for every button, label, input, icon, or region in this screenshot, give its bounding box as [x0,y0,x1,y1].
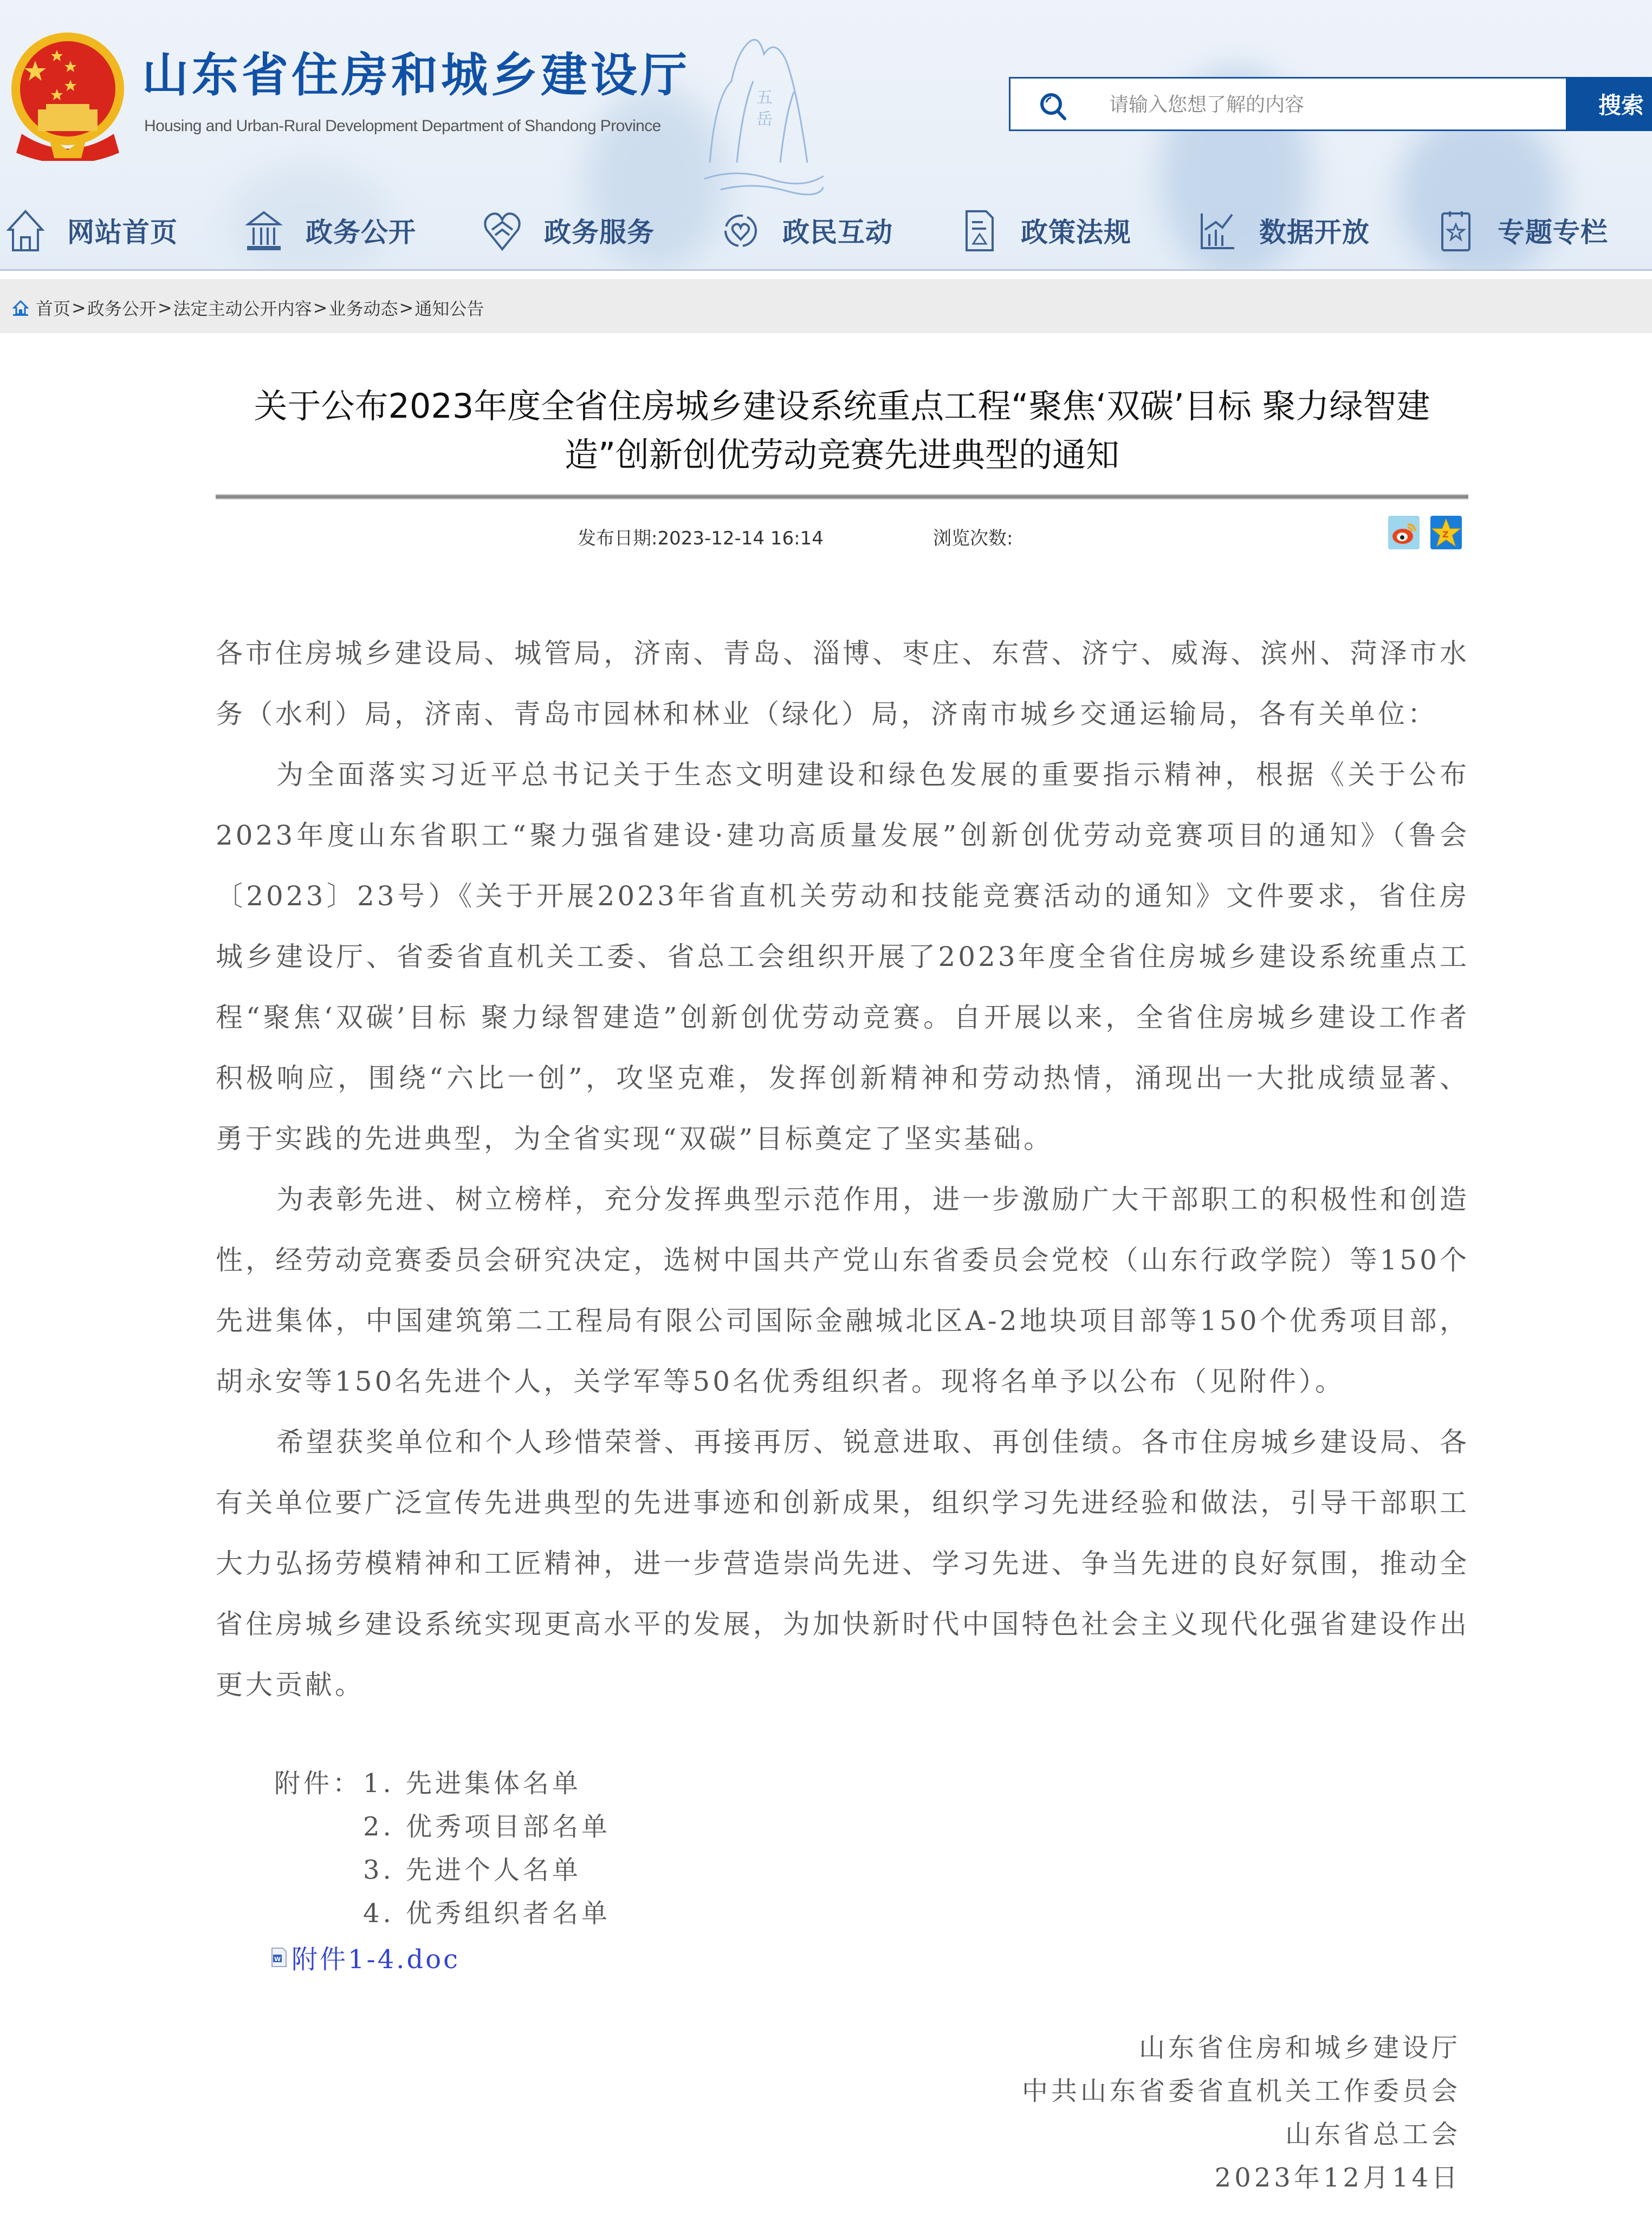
search-input[interactable] [1108,88,1544,121]
breadcrumb [12,295,484,320]
breadcrumb-business-news[interactable]: 业务动态 [328,299,398,319]
svg-text:五: 五 [756,88,773,107]
nav-label: 网站首页 [67,217,178,248]
word-document-icon [271,1947,287,1968]
salutation: 各市住房城乡建设局、城管局，济南、青岛、淄博、枣庄、东营、济宁、威海、滨州、菏泽市水务（水利）局，济南、青岛市园林和林业（绿化）局，济南市城乡交通运输局，各有关单位： [216,638,1469,730]
site-title: 山东省住房和城乡建设厅 [142,48,690,102]
breadcrumb-home[interactable]: 首页 [36,299,71,319]
article-body [216,623,1469,1715]
nav-item-special-topics[interactable] [1436,200,1608,260]
nav-label: 专题专栏 [1498,217,1608,248]
svg-text:W: W [274,1955,283,1963]
attachment-item: 4. 优秀组织者名单 [363,1898,611,1929]
nav-item-policy-regulations[interactable] [959,200,1131,260]
breadcrumb-separator: > [72,297,86,318]
attachment-item: 3. 先进个人名单 [363,1855,582,1885]
weibo-share-button[interactable] [1388,516,1420,549]
search-button[interactable]: 搜索 [1566,77,1652,131]
nav-label: 政民互动 [782,217,893,248]
breadcrumb-notices[interactable]: 通知公告 [414,299,484,319]
document-icon [959,208,999,252]
breadcrumb-separator: > [399,297,414,318]
signature-date: 2023年12月14日 [1214,2163,1461,2193]
mountain-illustration-icon [704,22,824,200]
nav-label: 政务服务 [544,217,655,248]
attachment-download-link[interactable] [271,1938,460,1976]
search-box [1009,77,1567,131]
search-bar [1009,77,1652,130]
weibo-share-icon [1388,516,1420,549]
nav-item-home[interactable] [5,200,178,260]
signature-block [1022,2026,1461,2199]
article-paragraph: 希望获奖单位和个人珍惜荣誉、再接再厉、锐意进取、再创佳绩。各市住房城乡建设局、各有关单位要广泛宣传先进典型的先进事迹和创新成果，组织学习先进经验和做法，引导干部职工大力弘扬劳模精神和工匠精神，进一步营造崇尚先进、学习先进、争当先进的良好氛围，推动全省住房城乡建设系统实现更高水平的发展，为加快新时代中国特色社会主义现代化强省建设作出更大贡献。 [216,1426,1469,1701]
publish-date-label: 发布日期: [578,528,658,549]
signature-issuer: 山东省总工会 [1285,2119,1461,2150]
national-emblem-icon [5,28,130,161]
attachments-label: 附件： [274,1768,362,1799]
home-icon [5,208,46,252]
view-count-label: 浏览次数: [933,528,1013,549]
attachment-item: 2. 优秀项目部名单 [363,1812,611,1842]
title-divider [216,494,1468,499]
star-folder-icon [1436,208,1476,252]
signature-issuer: 中共山东省委省直机关工作委员会 [1021,2076,1461,2106]
breadcrumb-separator: > [157,297,172,318]
nav-label: 数据开放 [1259,217,1370,248]
site-subtitle: Housing and Urban-Rural Development Department of Shandong Province [144,117,661,135]
nav-label: 政策法规 [1021,217,1131,248]
government-building-icon [244,208,284,252]
nav-label: 政务公开 [306,217,416,248]
nav-item-open-data[interactable] [1197,200,1370,260]
breadcrumb-bar [0,279,1652,333]
attachment-list [274,1762,611,1935]
main-nav [0,200,1652,260]
breadcrumb-gov-affairs-open[interactable]: 政务公开 [87,299,157,319]
breadcrumb-separator: > [313,297,328,318]
nav-item-gov-affairs-open[interactable] [244,200,416,260]
article-paragraph: 为表彰先进、树立榜样，充分发挥典型示范作用，进一步激励广大干部职工的积极性和创造性，经劳动竞赛委员会研究决定，选树中国共产党山东省委员会党校（山东行政学院）等150个先进集体，中国建筑第二工程局有限公司国际金融城北区A-2地块项目部等150个优秀项目部，胡永安等150名先进个人，关学军等50名优秀组织者。现将名单予以公布（见附件）。 [216,1184,1469,1397]
nav-item-public-interaction[interactable] [721,200,893,260]
home-icon[interactable] [12,299,29,316]
svg-text:岳: 岳 [756,110,773,129]
attachment-item: 1. 先进集体名单 [363,1768,582,1799]
svg-text:Z: Z [1442,529,1449,540]
qzone-share-button[interactable] [1430,516,1462,549]
nav-item-gov-services[interactable] [482,200,655,260]
article-paragraph: 为全面落实习近平总书记关于生态文明建设和绿色发展的重要指示精神，根据《关于公布2023年度山东省职工“聚力强省建设·建功高质量发展”创新创优劳动竞赛项目的通知》（鲁会〔2023〕23号）《关于开展2023年省直机关劳动和技能竞赛活动的通知》文件要求，省住房城乡建设厅、省委省直机关工委、省总工会组织开展了2023年度全省住房城乡建设系统重点工程“聚焦‘双碳’目标 聚力绿智建造”创新创优劳动竞赛。自开展以来，全省住房城乡建设工作者积极响应，围绕“六比一创”，攻坚克难，发挥创新精神和劳动热情，涌现出一大批成绩显著、勇于实践的先进典型，为全省实现“双碳”目标奠定了坚实基础。 [216,759,1469,1154]
view-count [933,523,1013,550]
site-header [0,0,1652,271]
signature-issuer: 山东省住房和城乡建设厅 [1138,2033,1461,2063]
search-icon [1039,92,1068,121]
handshake-heart-icon [482,208,522,252]
attachment-file-name[interactable]: 附件1-4.doc [291,1944,461,1975]
bar-chart-icon [1197,208,1238,252]
breadcrumb-statutory-disclosure[interactable]: 法定主动公开内容 [173,299,312,319]
article-title: 关于公布2023年度全省住房城乡建设系统重点工程“聚焦‘双碳’目标 聚力绿智建造”创新创优劳动竞赛先进典型的通知 [254,386,1430,475]
nav-divider [0,269,1652,271]
publish-date-value: 2023-12-14 16:14 [657,528,824,549]
interaction-heart-icon [721,208,761,252]
qzone-share-icon [1430,516,1462,549]
publish-date [578,523,824,550]
